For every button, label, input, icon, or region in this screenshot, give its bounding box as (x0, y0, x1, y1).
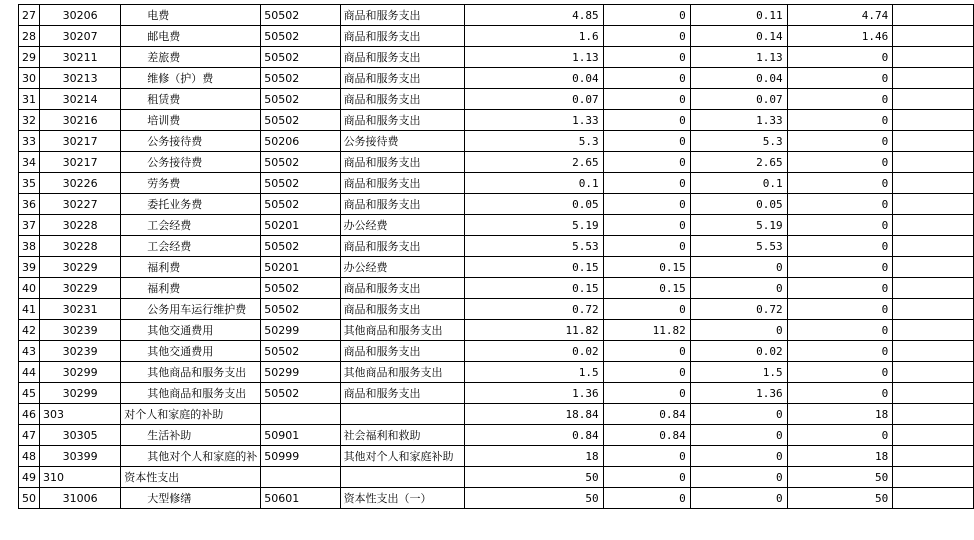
amount-a-cell: 0 (603, 110, 690, 131)
expense-code-cell: 30399 (40, 446, 121, 467)
row-number-cell: 49 (19, 467, 40, 488)
row-number-cell: 42 (19, 320, 40, 341)
table-row (19, 236, 974, 257)
gov-category-cell: 商品和服务支出 (340, 89, 465, 110)
table-row (19, 299, 974, 320)
amount-b-cell: 2.65 (690, 152, 787, 173)
total-amount-cell: 0.05 (465, 194, 603, 215)
amount-a-cell: 0 (603, 194, 690, 215)
gov-code-cell: 50502 (261, 26, 340, 47)
amount-d-cell (893, 383, 974, 404)
table-row (19, 446, 974, 467)
gov-code-cell: 50502 (261, 173, 340, 194)
total-amount-cell: 1.5 (465, 362, 603, 383)
gov-category-cell: 商品和服务支出 (340, 173, 465, 194)
amount-d-cell (893, 446, 974, 467)
amount-c-cell: 0 (787, 194, 893, 215)
amount-a-cell: 0 (603, 236, 690, 257)
amount-a-cell: 0.84 (603, 404, 690, 425)
gov-category-cell: 社会福利和救助 (340, 425, 465, 446)
table-row (19, 89, 974, 110)
expense-code-cell: 30229 (40, 278, 121, 299)
amount-b-cell: 1.5 (690, 362, 787, 383)
expense-name-cell: 其他交通费用 (121, 320, 261, 341)
amount-b-cell: 5.3 (690, 131, 787, 152)
gov-code-cell: 50502 (261, 110, 340, 131)
gov-code-cell: 50999 (261, 446, 340, 467)
expense-code-cell: 30227 (40, 194, 121, 215)
amount-d-cell (893, 5, 974, 26)
row-number-cell: 33 (19, 131, 40, 152)
amount-c-cell: 4.74 (787, 5, 893, 26)
amount-b-cell: 0 (690, 467, 787, 488)
gov-code-cell: 50901 (261, 425, 340, 446)
expense-code-cell: 30299 (40, 362, 121, 383)
expense-code-cell: 30217 (40, 152, 121, 173)
total-amount-cell: 1.13 (465, 47, 603, 68)
amount-d-cell (893, 110, 974, 131)
amount-c-cell: 1.46 (787, 26, 893, 47)
gov-category-cell: 其他对个人和家庭补助 (340, 446, 465, 467)
expense-code-cell: 30229 (40, 257, 121, 278)
amount-a-cell: 0 (603, 299, 690, 320)
gov-category-cell (340, 404, 465, 425)
expense-code-cell: 30228 (40, 215, 121, 236)
amount-d-cell (893, 26, 974, 47)
amount-c-cell: 0 (787, 278, 893, 299)
budget-table (18, 4, 974, 509)
gov-category-cell: 商品和服务支出 (340, 47, 465, 68)
gov-category-cell: 其他商品和服务支出 (340, 362, 465, 383)
expense-code-cell: 30217 (40, 131, 121, 152)
gov-category-cell: 商品和服务支出 (340, 299, 465, 320)
amount-a-cell: 0 (603, 131, 690, 152)
amount-d-cell (893, 68, 974, 89)
amount-d-cell (893, 404, 974, 425)
gov-code-cell: 50502 (261, 236, 340, 257)
expense-name-cell: 维修（护）费 (121, 68, 261, 89)
row-number-cell: 41 (19, 299, 40, 320)
total-amount-cell: 0.15 (465, 278, 603, 299)
expense-code-cell: 30214 (40, 89, 121, 110)
expense-code-cell: 310 (40, 467, 121, 488)
amount-c-cell: 0 (787, 131, 893, 152)
gov-code-cell: 50502 (261, 341, 340, 362)
amount-d-cell (893, 467, 974, 488)
amount-a-cell: 0 (603, 68, 690, 89)
row-number-cell: 27 (19, 5, 40, 26)
amount-d-cell (893, 173, 974, 194)
table-row (19, 362, 974, 383)
gov-category-cell: 商品和服务支出 (340, 68, 465, 89)
row-number-cell: 44 (19, 362, 40, 383)
amount-a-cell: 0.15 (603, 257, 690, 278)
amount-a-cell: 0 (603, 152, 690, 173)
row-number-cell: 48 (19, 446, 40, 467)
amount-b-cell: 0.05 (690, 194, 787, 215)
gov-code-cell: 50502 (261, 194, 340, 215)
amount-b-cell: 1.33 (690, 110, 787, 131)
amount-c-cell: 0 (787, 152, 893, 173)
row-number-cell: 37 (19, 215, 40, 236)
amount-d-cell (893, 278, 974, 299)
table-row (19, 257, 974, 278)
total-amount-cell: 18.84 (465, 404, 603, 425)
expense-code-cell: 303 (40, 404, 121, 425)
gov-code-cell: 50502 (261, 89, 340, 110)
amount-c-cell: 0 (787, 257, 893, 278)
expense-name-cell: 其他对个人和家庭的补 (121, 446, 261, 467)
table-row (19, 383, 974, 404)
row-number-cell: 45 (19, 383, 40, 404)
gov-code-cell: 50502 (261, 5, 340, 26)
expense-name-cell: 福利费 (121, 257, 261, 278)
row-number-cell: 29 (19, 47, 40, 68)
amount-c-cell: 0 (787, 341, 893, 362)
amount-a-cell: 0 (603, 467, 690, 488)
amount-b-cell: 0 (690, 320, 787, 341)
amount-c-cell: 0 (787, 215, 893, 236)
gov-category-cell: 商品和服务支出 (340, 5, 465, 26)
expense-code-cell: 30299 (40, 383, 121, 404)
total-amount-cell: 0.04 (465, 68, 603, 89)
amount-c-cell: 0 (787, 425, 893, 446)
gov-category-cell: 商品和服务支出 (340, 383, 465, 404)
amount-c-cell: 0 (787, 110, 893, 131)
expense-name-cell: 工会经费 (121, 215, 261, 236)
amount-b-cell: 0.72 (690, 299, 787, 320)
amount-d-cell (893, 152, 974, 173)
expense-name-cell: 资本性支出 (121, 467, 261, 488)
row-number-cell: 34 (19, 152, 40, 173)
amount-c-cell: 18 (787, 446, 893, 467)
expense-name-cell: 公务用车运行维护费 (121, 299, 261, 320)
gov-code-cell: 50201 (261, 215, 340, 236)
expense-code-cell: 30239 (40, 320, 121, 341)
amount-c-cell: 0 (787, 383, 893, 404)
amount-c-cell: 0 (787, 236, 893, 257)
gov-category-cell: 商品和服务支出 (340, 278, 465, 299)
row-number-cell: 31 (19, 89, 40, 110)
total-amount-cell: 0.72 (465, 299, 603, 320)
expense-name-cell: 其他商品和服务支出 (121, 383, 261, 404)
amount-b-cell: 5.53 (690, 236, 787, 257)
total-amount-cell: 0.02 (465, 341, 603, 362)
gov-category-cell: 商品和服务支出 (340, 194, 465, 215)
expense-name-cell: 培训费 (121, 110, 261, 131)
table-row (19, 341, 974, 362)
amount-b-cell: 0 (690, 257, 787, 278)
gov-code-cell: 50502 (261, 47, 340, 68)
amount-d-cell (893, 89, 974, 110)
amount-c-cell: 0 (787, 47, 893, 68)
expense-name-cell: 生活补助 (121, 425, 261, 446)
table-row (19, 278, 974, 299)
table-row (19, 68, 974, 89)
row-number-cell: 47 (19, 425, 40, 446)
amount-a-cell: 0 (603, 341, 690, 362)
table-row (19, 320, 974, 341)
expense-name-cell: 福利费 (121, 278, 261, 299)
gov-code-cell: 50206 (261, 131, 340, 152)
amount-b-cell: 0.07 (690, 89, 787, 110)
expense-code-cell: 30216 (40, 110, 121, 131)
expense-name-cell: 委托业务费 (121, 194, 261, 215)
gov-category-cell: 其他商品和服务支出 (340, 320, 465, 341)
row-number-cell: 36 (19, 194, 40, 215)
row-number-cell: 38 (19, 236, 40, 257)
amount-d-cell (893, 131, 974, 152)
expense-name-cell: 公务接待费 (121, 152, 261, 173)
expense-code-cell: 30211 (40, 47, 121, 68)
amount-a-cell: 0 (603, 446, 690, 467)
amount-b-cell: 0.02 (690, 341, 787, 362)
total-amount-cell: 5.53 (465, 236, 603, 257)
gov-category-cell: 商品和服务支出 (340, 152, 465, 173)
table-row (19, 425, 974, 446)
amount-c-cell: 18 (787, 404, 893, 425)
amount-a-cell: 0 (603, 488, 690, 509)
gov-category-cell: 办公经费 (340, 257, 465, 278)
expense-code-cell: 30239 (40, 341, 121, 362)
amount-d-cell (893, 341, 974, 362)
row-number-cell: 50 (19, 488, 40, 509)
total-amount-cell: 1.36 (465, 383, 603, 404)
amount-b-cell: 0 (690, 446, 787, 467)
total-amount-cell: 11.82 (465, 320, 603, 341)
expense-name-cell: 大型修缮 (121, 488, 261, 509)
gov-category-cell: 商品和服务支出 (340, 26, 465, 47)
expense-name-cell: 公务接待费 (121, 131, 261, 152)
row-number-cell: 35 (19, 173, 40, 194)
row-number-cell: 46 (19, 404, 40, 425)
amount-b-cell: 1.36 (690, 383, 787, 404)
gov-category-cell: 商品和服务支出 (340, 236, 465, 257)
amount-a-cell: 0 (603, 89, 690, 110)
amount-d-cell (893, 257, 974, 278)
amount-a-cell: 0.84 (603, 425, 690, 446)
expense-code-cell: 30226 (40, 173, 121, 194)
table-row (19, 152, 974, 173)
expense-code-cell: 30228 (40, 236, 121, 257)
amount-c-cell: 0 (787, 68, 893, 89)
total-amount-cell: 0.1 (465, 173, 603, 194)
amount-d-cell (893, 236, 974, 257)
gov-code-cell (261, 404, 340, 425)
gov-code-cell: 50502 (261, 68, 340, 89)
gov-code-cell: 50601 (261, 488, 340, 509)
table-row (19, 194, 974, 215)
total-amount-cell: 0.15 (465, 257, 603, 278)
expense-name-cell: 租赁费 (121, 89, 261, 110)
amount-c-cell: 0 (787, 173, 893, 194)
expense-name-cell: 劳务费 (121, 173, 261, 194)
total-amount-cell: 5.19 (465, 215, 603, 236)
gov-code-cell: 50201 (261, 257, 340, 278)
amount-d-cell (893, 215, 974, 236)
total-amount-cell: 0.07 (465, 89, 603, 110)
row-number-cell: 32 (19, 110, 40, 131)
row-number-cell: 40 (19, 278, 40, 299)
amount-a-cell: 0.15 (603, 278, 690, 299)
table-row (19, 215, 974, 236)
expense-name-cell: 其他商品和服务支出 (121, 362, 261, 383)
total-amount-cell: 50 (465, 488, 603, 509)
amount-d-cell (893, 320, 974, 341)
row-number-cell: 28 (19, 26, 40, 47)
row-number-cell: 43 (19, 341, 40, 362)
amount-b-cell: 1.13 (690, 47, 787, 68)
table-row (19, 110, 974, 131)
amount-a-cell: 0 (603, 47, 690, 68)
gov-code-cell (261, 467, 340, 488)
amount-b-cell: 0.14 (690, 26, 787, 47)
amount-d-cell (893, 194, 974, 215)
amount-c-cell: 0 (787, 320, 893, 341)
total-amount-cell: 4.85 (465, 5, 603, 26)
table-row (19, 173, 974, 194)
amount-d-cell (893, 47, 974, 68)
amount-b-cell: 0 (690, 404, 787, 425)
gov-category-cell: 办公经费 (340, 215, 465, 236)
amount-c-cell: 0 (787, 299, 893, 320)
expense-name-cell: 工会经费 (121, 236, 261, 257)
total-amount-cell: 1.6 (465, 26, 603, 47)
amount-d-cell (893, 425, 974, 446)
table-row (19, 404, 974, 425)
amount-a-cell: 11.82 (603, 320, 690, 341)
amount-b-cell: 0.11 (690, 5, 787, 26)
amount-b-cell: 0.04 (690, 68, 787, 89)
total-amount-cell: 1.33 (465, 110, 603, 131)
table-row (19, 488, 974, 509)
table-row (19, 131, 974, 152)
amount-b-cell: 0 (690, 425, 787, 446)
expense-code-cell: 30231 (40, 299, 121, 320)
gov-category-cell: 资本性支出（一） (340, 488, 465, 509)
gov-category-cell: 商品和服务支出 (340, 341, 465, 362)
gov-category-cell: 商品和服务支出 (340, 110, 465, 131)
table-row (19, 26, 974, 47)
amount-d-cell (893, 362, 974, 383)
row-number-cell: 30 (19, 68, 40, 89)
amount-b-cell: 0.1 (690, 173, 787, 194)
amount-a-cell: 0 (603, 362, 690, 383)
expense-code-cell: 30305 (40, 425, 121, 446)
row-number-cell: 39 (19, 257, 40, 278)
table-row (19, 47, 974, 68)
gov-code-cell: 50502 (261, 278, 340, 299)
expense-code-cell: 31006 (40, 488, 121, 509)
amount-c-cell: 0 (787, 89, 893, 110)
amount-a-cell: 0 (603, 383, 690, 404)
expense-name-cell: 差旅费 (121, 47, 261, 68)
gov-code-cell: 50299 (261, 320, 340, 341)
amount-b-cell: 0 (690, 488, 787, 509)
gov-category-cell (340, 467, 465, 488)
amount-c-cell: 0 (787, 362, 893, 383)
expense-code-cell: 30213 (40, 68, 121, 89)
total-amount-cell: 18 (465, 446, 603, 467)
total-amount-cell: 0.84 (465, 425, 603, 446)
amount-d-cell (893, 488, 974, 509)
total-amount-cell: 50 (465, 467, 603, 488)
amount-d-cell (893, 299, 974, 320)
amount-b-cell: 5.19 (690, 215, 787, 236)
gov-code-cell: 50502 (261, 299, 340, 320)
gov-category-cell: 公务接待费 (340, 131, 465, 152)
gov-code-cell: 50299 (261, 362, 340, 383)
total-amount-cell: 2.65 (465, 152, 603, 173)
table-row (19, 467, 974, 488)
amount-a-cell: 0 (603, 215, 690, 236)
amount-a-cell: 0 (603, 173, 690, 194)
amount-c-cell: 50 (787, 488, 893, 509)
amount-a-cell: 0 (603, 26, 690, 47)
amount-a-cell: 0 (603, 5, 690, 26)
expense-name-cell: 其他交通费用 (121, 341, 261, 362)
gov-code-cell: 50502 (261, 152, 340, 173)
expense-code-cell: 30207 (40, 26, 121, 47)
expense-name-cell: 对个人和家庭的补助 (121, 404, 261, 425)
expense-name-cell: 电费 (121, 5, 261, 26)
amount-b-cell: 0 (690, 278, 787, 299)
expense-code-cell: 30206 (40, 5, 121, 26)
total-amount-cell: 5.3 (465, 131, 603, 152)
gov-code-cell: 50502 (261, 383, 340, 404)
table-row (19, 5, 974, 26)
amount-c-cell: 50 (787, 467, 893, 488)
expense-name-cell: 邮电费 (121, 26, 261, 47)
